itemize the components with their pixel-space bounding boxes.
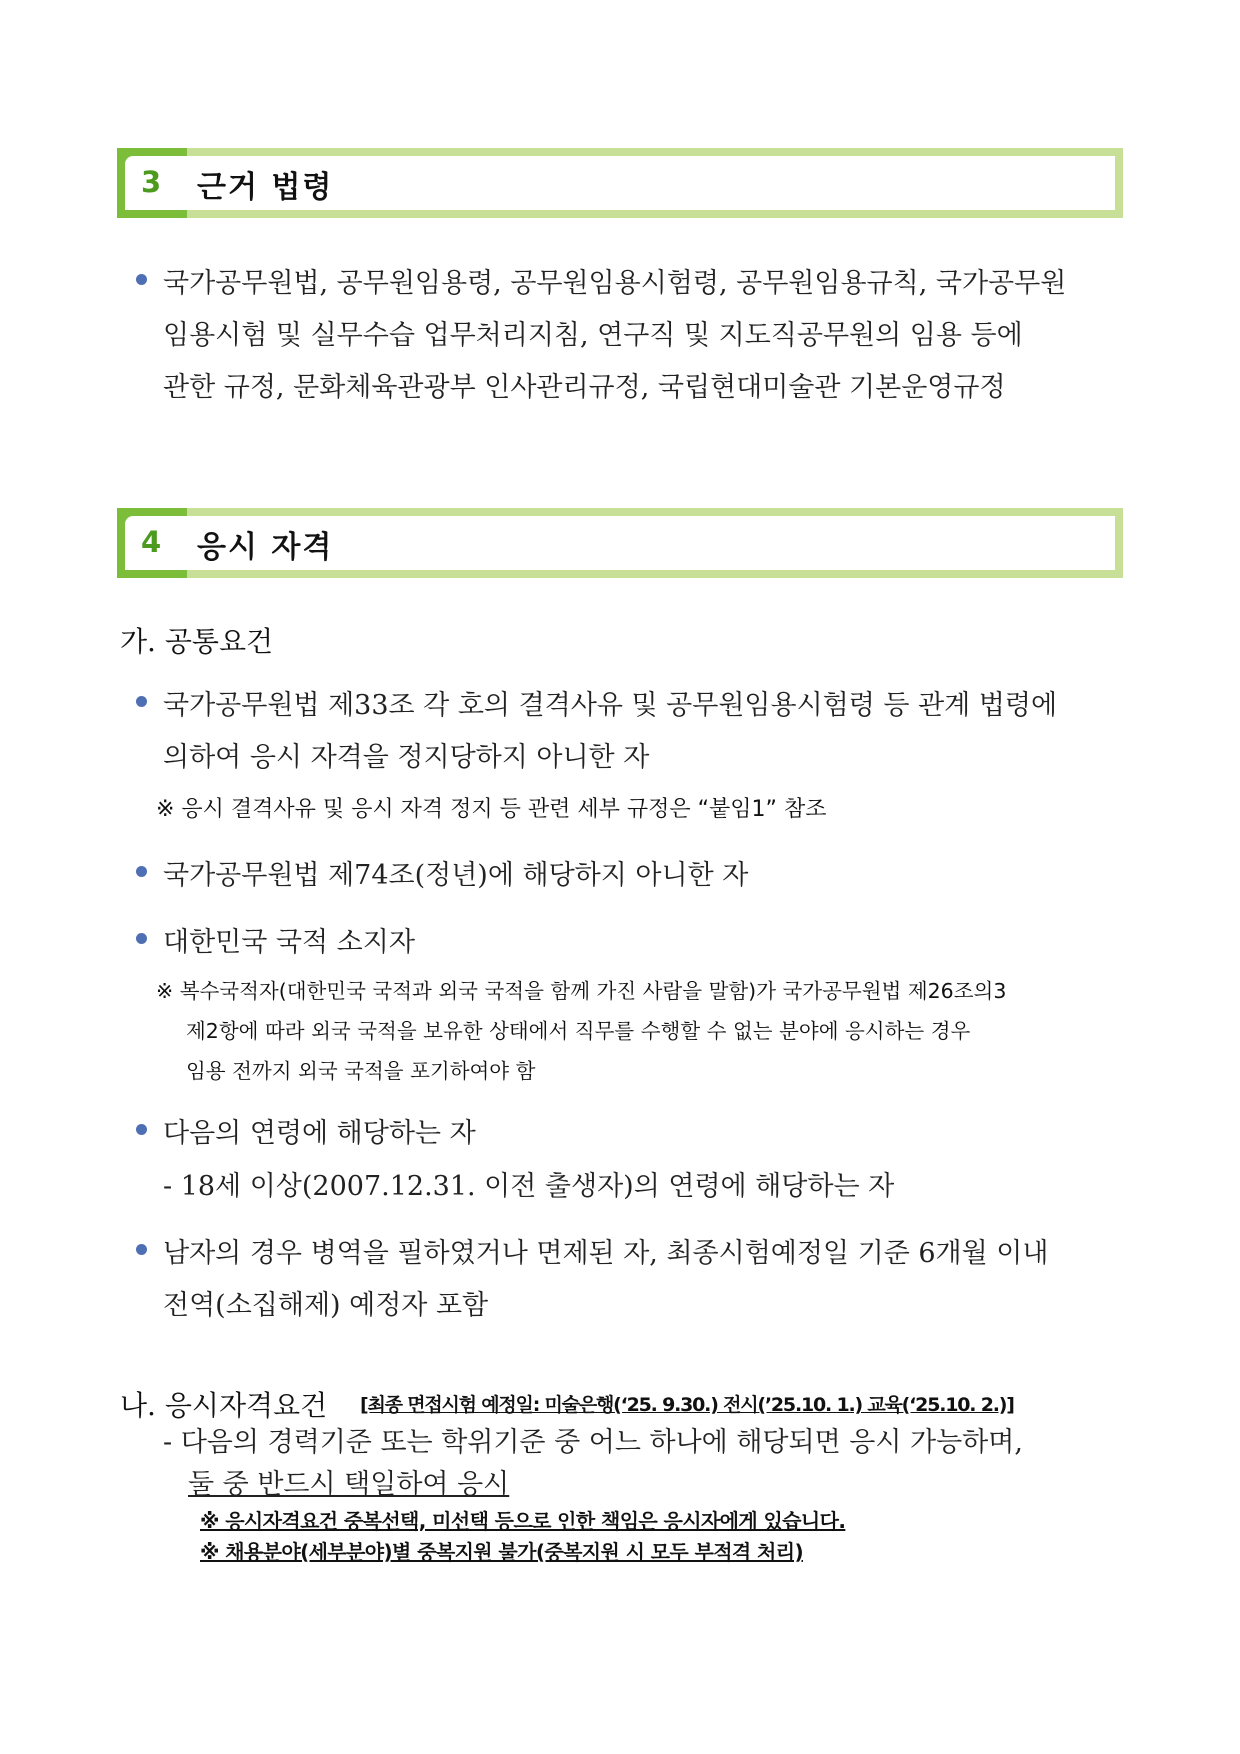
bullet-icon [136,1244,147,1255]
nationality-note-line-3: 임용 전까지 외국 국적을 포기하여야 함 [186,1059,536,1083]
bullet-icon [136,866,147,877]
requirement-1-line-2: 의하여 응시 자격을 정지당하지 아니한 자 [163,742,650,773]
law-list-line-1: 국가공무원법, 공무원임용령, 공무원임용시험령, 공무원임용규칙, 국가공무원 [163,268,1067,299]
bullet-icon [136,1124,147,1135]
nationality-note-line-2: 제2항에 따라 외국 국적을 보유한 상태에서 직무를 수행할 수 없는 분야에 응시하는 경우 [186,1019,971,1043]
section-number: 4 [141,525,162,559]
bullet-icon [136,274,147,285]
section-title: 근거 법령 [197,170,334,205]
warning-duplicate-selection: ※ 응시자격요건 중복선택, 미선택 등으로 인한 책임은 응시자에게 있습니다. [200,1509,846,1533]
subsection-heading-ga: 가. 공통요건 [120,625,274,658]
section-number: 3 [141,165,162,199]
law-list-line-2: 임용시험 및 실무수습 업무처리지침, 연구직 및 지도직공무원의 임용 등에 [163,320,1023,351]
qualification-desc-line-2: 둘 중 반드시 택일하여 응시 [188,1469,510,1500]
subsection-heading-na: 나. 응시자격요건 [120,1389,328,1422]
requirement-1-note: ※ 응시 결격사유 및 응시 자격 정지 등 관련 세부 규정은 “붙임1” 참조 [156,797,827,822]
requirement-5-line-1: 남자의 경우 병역을 필하였거나 면제된 자, 최종시험예정일 기준 6개월 이내 [163,1238,1049,1269]
section-3-header [117,148,1123,218]
nationality-note-line-1: ※ 복수국적자(대한민국 국적과 외국 국적을 함께 가진 사람을 말함)가 국가공무원법 제26조의3 [156,979,1007,1003]
bullet-icon [136,696,147,707]
warning-duplicate-application: ※ 채용분야(세부분야)별 중복지원 불가(중복지원 시 모두 부적격 처리) [200,1540,803,1564]
requirement-2: 국가공무원법 제74조(정년)에 해당하지 아니한 자 [163,860,749,891]
section-title: 응시 자격 [197,530,334,565]
requirement-4: 다음의 연령에 해당하는 자 [163,1118,476,1149]
requirement-1-line-1: 국가공무원법 제33조 각 호의 결격사유 및 공무원임용시험령 등 관계 법령에 [163,690,1058,721]
section-4-header [117,508,1123,578]
requirement-4-sub: - 18세 이상(2007.12.31. 이전 출생자)의 연령에 해당하는 자 [163,1171,895,1202]
qualification-desc-line-1: - 다음의 경력기준 또는 학위기준 중 어느 하나에 해당되면 응시 가능하며, [163,1427,1023,1458]
interview-date-bracket: [최종 면접시험 예정일: 미술은행(‘25. 9.30.) 전시(’25.10. 1.) 교육(‘25.10. 2.)] [360,1394,1014,1416]
bullet-icon [136,933,147,944]
law-list-line-3: 관한 규정, 문화체육관광부 인사관리규정, 국립현대미술관 기본운영규정 [163,372,1006,403]
requirement-5-line-2: 전역(소집해제) 예정자 포함 [163,1290,489,1321]
requirement-3: 대한민국 국적 소지자 [163,927,415,958]
